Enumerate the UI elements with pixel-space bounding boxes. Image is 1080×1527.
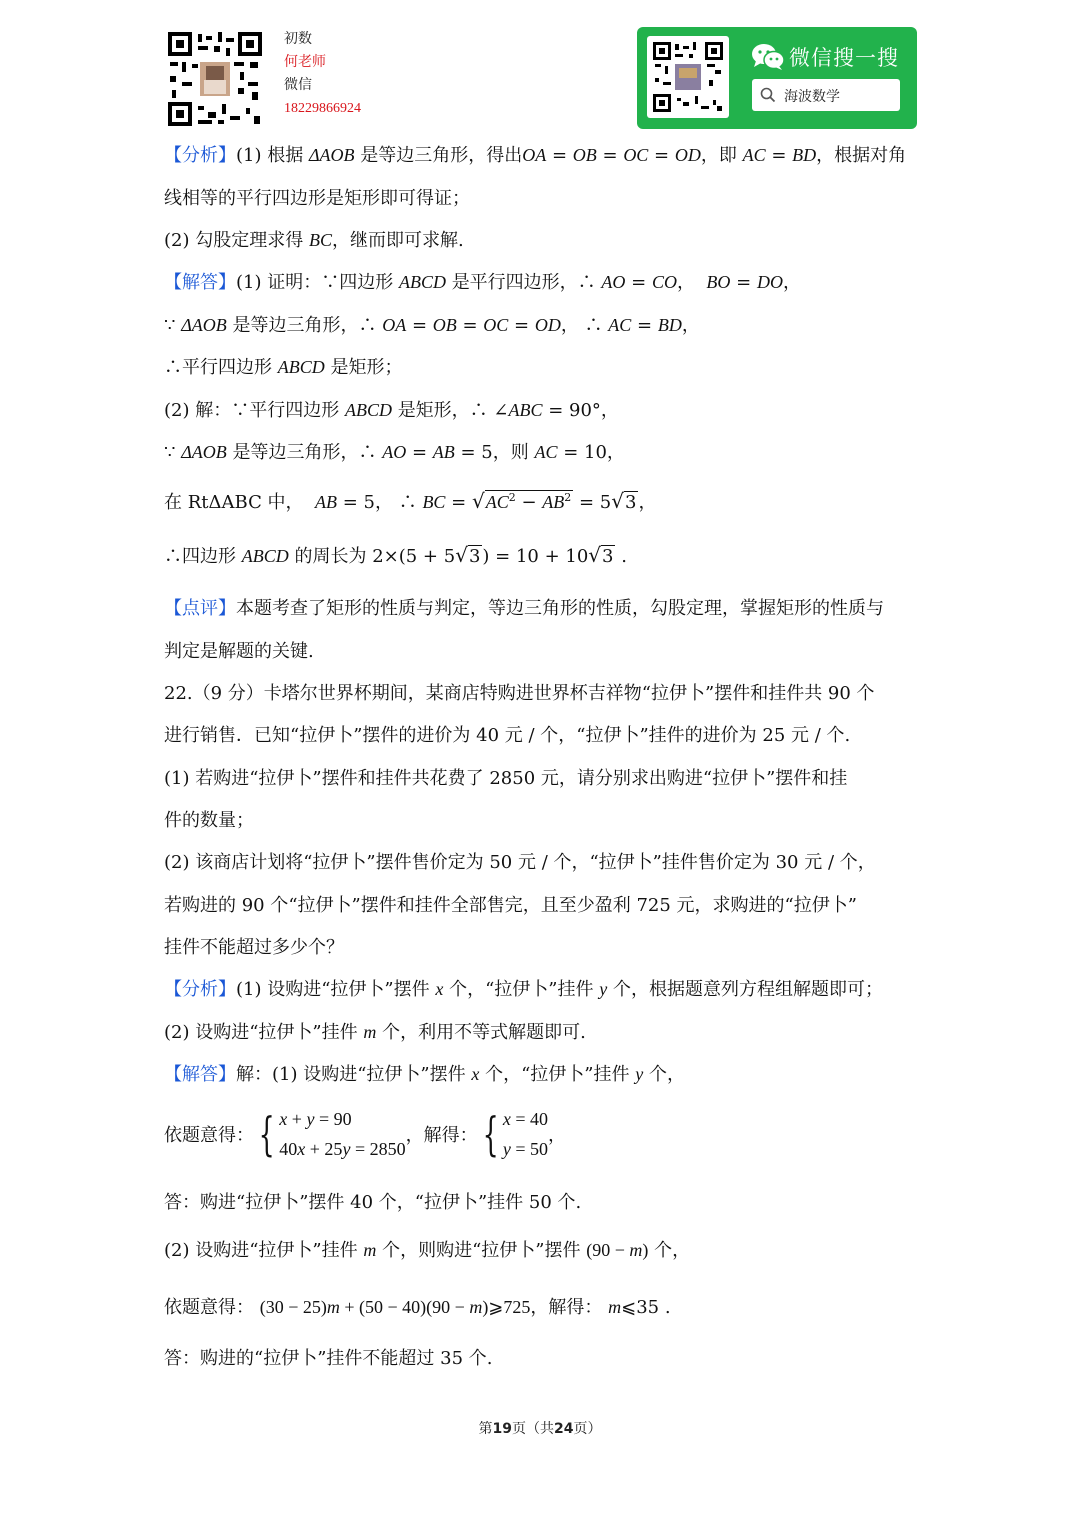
answer-line-4: (2) 解：∵平行四边形 ABCD 是矩形，∴ ∠ABC = 90°， [164,400,619,421]
question-22-line-4: 件的数量； [164,810,254,831]
contact-phone: 18229866924 [284,101,361,116]
search-icon [760,87,776,103]
question-22-line-5: (2) 该商店计划将“拉伊卜”摆件售价定为 50 元 / 个，“拉伊卜”挂件售价定为 30 元 / 个， [164,852,876,873]
answer-22-line-1: 【解答】解：(1) 设购进“拉伊卜”摆件 x 个，“拉伊卜”挂件 y 个， [164,1064,685,1085]
analysis-line-1: 【分析】(1) 根据 ΔAOB 是等边三角形，得出OA = OB = OC = OD，即 AC = BD，根据对角 [164,145,907,166]
wechat-logo-icon [751,43,785,75]
answer-line-5: ∵ ΔAOB 是等边三角形，∴ AO = AB = 5，则 AC = 10， [164,442,625,463]
answer-line-3: ∴平行四边形 ABCD 是矩形； [164,357,403,378]
contact-info [284,28,361,120]
contact-subject: 初数 [284,31,312,47]
answer-22-line-3: 答：购进“拉伊卜”摆件 40 个，“拉伊卜”挂件 50 个. [164,1192,582,1213]
question-22-line-2: 进行销售．已知“拉伊卜”摆件的进价为 40 元 / 个，“拉伊卜”挂件的进价为 25 元 / 个. [164,725,851,746]
comment-line-1: 【点评】本题考查了矩形的性质与判定，等边三角形的性质，勾股定理，掌握矩形的性质与 [164,598,884,619]
analysis-22-line-2: (2) 设购进“拉伊卜”挂件 m 个，利用不等式解题即可. [164,1022,586,1043]
answer-22-line-6: 答：购进的“拉伊卜”挂件不能超过 35 个. [164,1348,493,1369]
question-22-line-7: 挂件不能超过多少个？ [164,937,344,958]
answer-22-line-4: (2) 设购进“拉伊卜”挂件 m 个，则购进“拉伊卜”摆件 (90 − m) 个， [164,1240,691,1261]
wechat-search-card[interactable] [637,27,917,129]
contact-teacher: 何老师 [284,54,326,70]
analysis-line-2: 线相等的平行四边形是矩形即可得证； [164,188,470,209]
answer-line-6: 在 RtΔABC 中， AB = 5， ∴ BC = $√AC^2 - AB^2 = 5√3$ ， [164,489,657,513]
page-number: 19 [492,1421,512,1437]
question-22-line-3: (1) 若购进“拉伊卜”摆件和挂件共花费了 2850 元，请分别求出购进“拉伊卜”摆件和挂 [164,768,848,789]
question-22-line-1: 22.（9 分）卡塔尔世界杯期间，某商店特购进世界杯吉祥物“拉伊卜”摆件和挂件共 90 个 [164,683,875,704]
question-22-line-6: 若购进的 90 个“拉伊卜”摆件和挂件全部售完，且至少盈利 725 元，求购进的“拉伊卜” [164,895,857,916]
comment-line-2: 判定是解题的关键. [164,641,314,662]
contact-wechat-label: 微信 [284,77,312,93]
page-footer: 第19页（共24页） [478,1421,602,1437]
wechat-search-text: 海波数学 [784,89,840,105]
wechat-search-box[interactable] [752,79,900,111]
answer-line-1: 【解答】(1) 证明：∵四边形 ABCD 是平行四边形，∴ AO = CO， BO = DO， [164,272,801,293]
page-total: 24 [554,1421,574,1437]
analysis-22-line-1: 【分析】(1) 设购进“拉伊卜”摆件 x 个，“拉伊卜”挂件 y 个，根据题意列方程组解题即可； [164,979,883,1000]
qr-code-left [168,32,262,126]
answer-line-2: ∵ ΔAOB 是等边三角形，∴ OA = OB = OC = OD， ∴ AC = BD， [164,315,700,336]
wechat-qr-code [647,36,729,118]
answer-line-7: ∴四边形 ABCD 的周长为 2×(5 + 5√3 ) = 10 + 10√3 . [164,543,627,567]
wechat-search-title: 微信搜一搜 [789,46,899,70]
qr-code-icon [653,42,723,112]
analysis-line-3: (2) 勾股定理求得 BC，继而即可求解. [164,230,464,251]
qr-code-icon [168,32,262,126]
answer-22-line-5: 依题意得： (30 − 25)m + (50 − 40)(90 − m)⩾725，解得： m⩽35 . [164,1297,671,1318]
answer-22-equations: 依题意得：{ x + y = 90 40x + 25y = 2850，解得：{ x = 40 y = 50， [164,1107,567,1161]
